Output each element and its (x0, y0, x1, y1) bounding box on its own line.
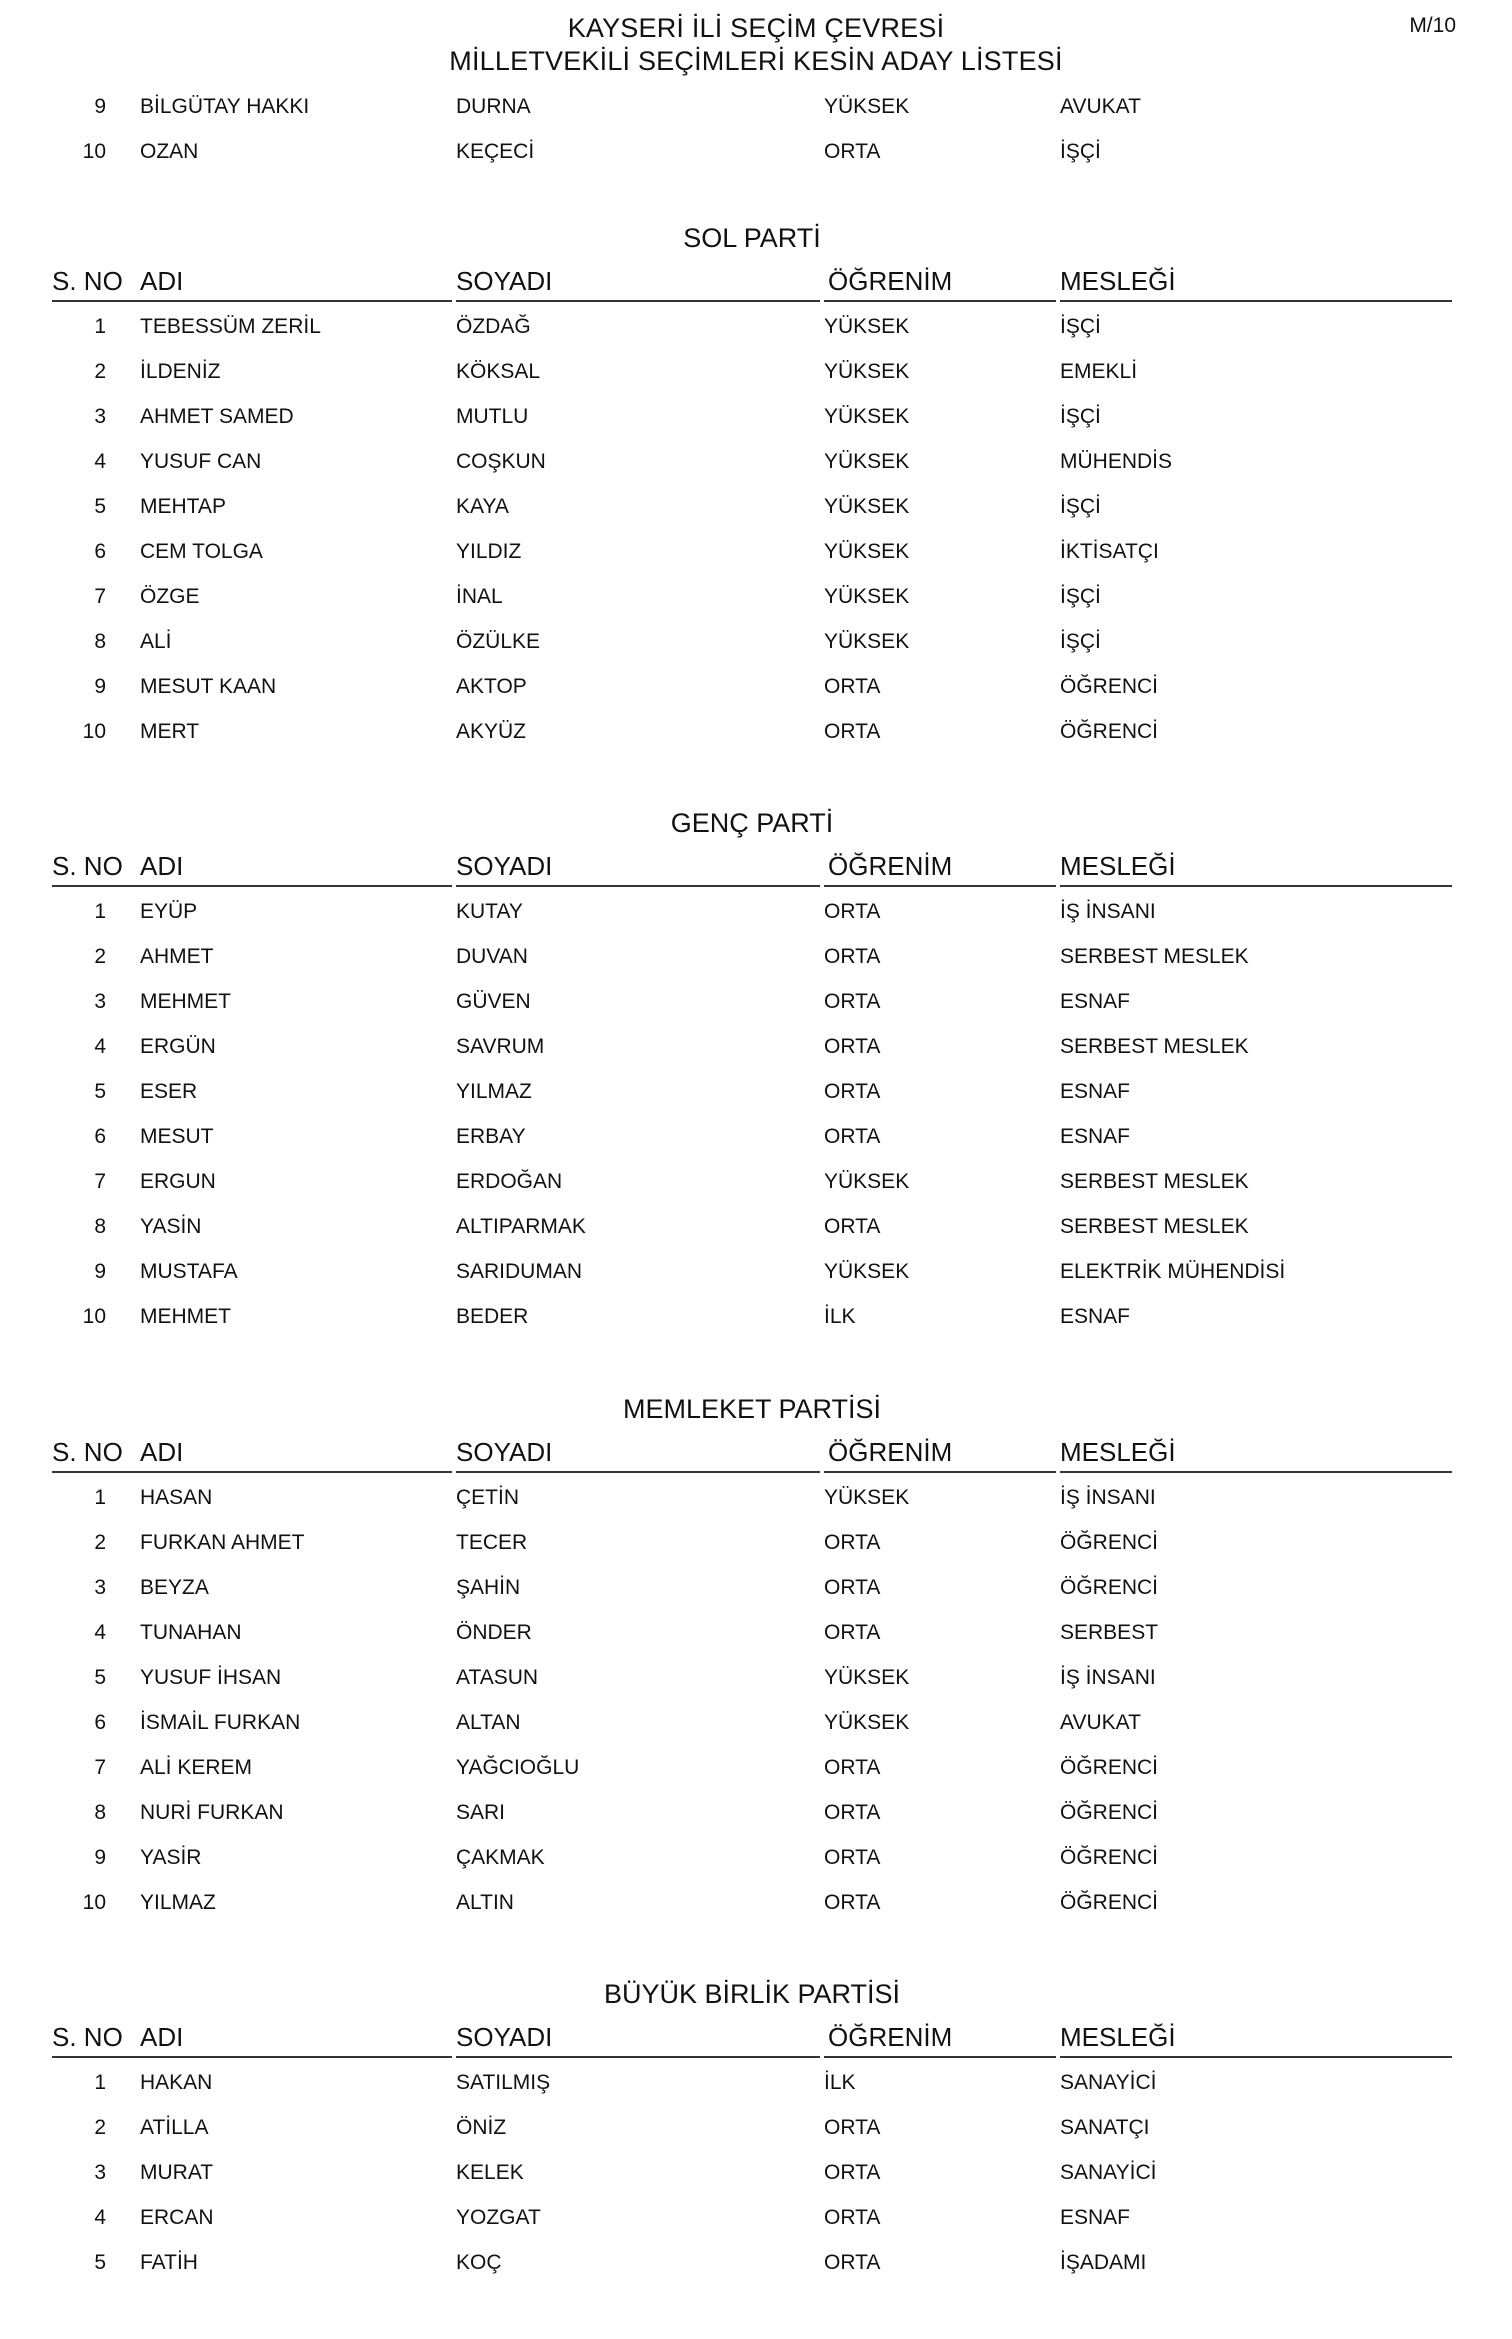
cell-sno: 2 (94, 1531, 106, 1554)
column-header-meslegi: MESLEĞİ (1060, 2020, 1452, 2058)
table-row (52, 1700, 1452, 1745)
table-row (52, 2240, 1452, 2285)
cell-meslegi: İŞADAMI (1060, 2251, 1147, 2274)
table-row (52, 1790, 1452, 1835)
cell-adi: HAKAN (140, 2071, 213, 2094)
continued-rows (52, 84, 1452, 174)
table-row (52, 394, 1452, 439)
cell-adi: EYÜP (140, 900, 198, 923)
cell-adi: ERGUN (140, 1170, 216, 1193)
cell-sno: 9 (94, 675, 106, 698)
cell-meslegi: ÖĞRENCİ (1060, 1801, 1159, 1824)
column-header-row (52, 264, 1452, 304)
cell-meslegi: SANAYİCİ (1060, 2161, 1157, 2184)
cell-soyadi: ERBAY (456, 1125, 526, 1148)
table-row (52, 304, 1452, 349)
table-row (52, 349, 1452, 394)
cell-soyadi: ÖNİZ (456, 2116, 507, 2139)
cell-sno: 2 (94, 2116, 106, 2139)
cell-adi: MESUT KAAN (140, 675, 277, 698)
cell-meslegi: ÖĞRENCİ (1060, 675, 1159, 698)
cell-adi: TEBESSÜM ZERİL (140, 315, 321, 338)
cell-ogrenim: YÜKSEK (824, 1260, 910, 1283)
cell-meslegi: İŞÇİ (1060, 140, 1101, 163)
cell-ogrenim: ORTA (824, 1756, 881, 1779)
cell-soyadi: YILMAZ (456, 1080, 532, 1103)
cell-ogrenim: YÜKSEK (824, 495, 910, 518)
cell-sno: 7 (94, 1170, 106, 1193)
cell-ogrenim: ORTA (824, 1891, 881, 1914)
column-header-sno: S. NO (52, 849, 136, 887)
cell-ogrenim: YÜKSEK (824, 540, 910, 563)
cell-adi: YASİR (140, 1846, 202, 1869)
cell-soyadi: KÖKSAL (456, 360, 541, 383)
cell-ogrenim: ORTA (824, 140, 881, 163)
column-header-row (52, 2020, 1452, 2060)
cell-sno: 10 (82, 1305, 106, 1328)
cell-adi: ERGÜN (140, 1035, 216, 1058)
cell-sno: 2 (94, 360, 106, 383)
cell-ogrenim: YÜKSEK (824, 450, 910, 473)
cell-ogrenim: ORTA (824, 1125, 881, 1148)
cell-meslegi: İŞ İNSANI (1060, 1666, 1156, 1689)
table-row (52, 1835, 1452, 1880)
cell-adi: YUSUF İHSAN (140, 1666, 282, 1689)
cell-ogrenim: YÜKSEK (824, 360, 910, 383)
cell-sno: 7 (94, 585, 106, 608)
cell-sno: 8 (94, 1801, 106, 1824)
cell-sno: 3 (94, 1576, 106, 1599)
cell-soyadi: YOZGAT (456, 2206, 541, 2229)
cell-soyadi: BEDER (456, 1305, 529, 1328)
cell-sno: 1 (94, 900, 106, 923)
cell-adi: YASİN (140, 1215, 202, 1238)
cell-soyadi: KUTAY (456, 900, 523, 923)
cell-ogrenim: ORTA (824, 900, 881, 923)
cell-ogrenim: ORTA (824, 1080, 881, 1103)
cell-ogrenim: ORTA (824, 945, 881, 968)
cell-adi: MESUT (140, 1125, 214, 1148)
table-row (52, 1024, 1452, 1069)
cell-adi: BİLGÜTAY HAKKI (140, 95, 310, 118)
cell-ogrenim: ORTA (824, 720, 881, 743)
table-row (52, 2150, 1452, 2195)
cell-ogrenim: YÜKSEK (824, 1486, 910, 1509)
cell-meslegi: İŞÇİ (1060, 315, 1101, 338)
column-header-soyadi: SOYADI (456, 2020, 820, 2058)
cell-soyadi: YAĞCIOĞLU (456, 1756, 580, 1779)
cell-adi: MUSTAFA (140, 1260, 238, 1283)
cell-sno: 4 (94, 2206, 106, 2229)
cell-sno: 6 (94, 540, 106, 563)
cell-adi: AHMET SAMED (140, 405, 294, 428)
column-header-soyadi: SOYADI (456, 849, 820, 887)
column-header-ogrenim: ÖĞRENİM (824, 264, 1056, 302)
table-row (52, 1655, 1452, 1700)
cell-soyadi: KOÇ (456, 2251, 502, 2274)
cell-adi: ALİ KEREM (140, 1756, 253, 1779)
cell-adi: HASAN (140, 1486, 213, 1509)
cell-adi: ÖZGE (140, 585, 200, 608)
cell-soyadi: ÇETİN (456, 1486, 519, 1509)
party-name: GENÇ PARTİ (670, 808, 834, 838)
cell-adi: MEHMET (140, 1305, 231, 1328)
cell-adi: YILMAZ (140, 1891, 216, 1914)
document-title: KAYSERİ İLİ SEÇİM ÇEVRESİ (567, 13, 945, 43)
cell-adi: MERT (140, 720, 200, 743)
cell-sno: 5 (94, 495, 106, 518)
table-row (52, 484, 1452, 529)
cell-meslegi: ÖĞRENCİ (1060, 1576, 1159, 1599)
cell-meslegi: ÖĞRENCİ (1060, 1756, 1159, 1779)
cell-meslegi: İŞÇİ (1060, 630, 1101, 653)
cell-ogrenim: YÜKSEK (824, 1170, 910, 1193)
cell-soyadi: DUVAN (456, 945, 528, 968)
table-row (52, 889, 1452, 934)
cell-sno: 9 (94, 95, 106, 118)
cell-ogrenim: ORTA (824, 2116, 881, 2139)
cell-ogrenim: ORTA (824, 2251, 881, 2274)
cell-ogrenim: YÜKSEK (824, 1666, 910, 1689)
cell-adi: OZAN (140, 140, 199, 163)
cell-soyadi: ALTIN (456, 1891, 514, 1914)
table-row (52, 84, 1452, 129)
column-header-sno: S. NO (52, 1435, 136, 1473)
cell-soyadi: ALTIPARMAK (456, 1215, 586, 1238)
cell-ogrenim: ORTA (824, 2161, 881, 2184)
cell-sno: 7 (94, 1756, 106, 1779)
cell-soyadi: SARI (456, 1801, 506, 1824)
cell-ogrenim: ORTA (824, 1531, 881, 1554)
cell-ogrenim: ORTA (824, 990, 881, 1013)
cell-meslegi: SERBEST (1060, 1621, 1159, 1644)
cell-meslegi: ESNAF (1060, 1305, 1131, 1328)
cell-sno: 8 (94, 1215, 106, 1238)
cell-sno: 4 (94, 450, 106, 473)
cell-soyadi: TECER (456, 1531, 528, 1554)
cell-soyadi: ALTAN (456, 1711, 521, 1734)
cell-ogrenim: YÜKSEK (824, 95, 910, 118)
cell-ogrenim: ORTA (824, 1621, 881, 1644)
cell-adi: ALİ (140, 630, 172, 653)
table-row (52, 619, 1452, 664)
page-header (0, 12, 1512, 78)
party-name: SOL PARTİ (683, 223, 821, 253)
cell-soyadi: KELEK (456, 2161, 524, 2184)
cell-sno: 3 (94, 2161, 106, 2184)
cell-sno: 5 (94, 1666, 106, 1689)
cell-soyadi: SAVRUM (456, 1035, 545, 1058)
cell-meslegi: SANAYİCİ (1060, 2071, 1157, 2094)
cell-meslegi: İŞÇİ (1060, 585, 1101, 608)
document-subtitle: MİLLETVEKİLİ SEÇİMLERİ KESİN ADAY LİSTESİ (449, 46, 1063, 76)
cell-ogrenim: İLK (824, 2071, 856, 2094)
cell-meslegi: ESNAF (1060, 2206, 1131, 2229)
cell-meslegi: SANATÇI (1060, 2116, 1150, 2139)
table-row (52, 1159, 1452, 1204)
cell-adi: FURKAN AHMET (140, 1531, 305, 1554)
cell-sno: 4 (94, 1035, 106, 1058)
cell-soyadi: YILDIZ (456, 540, 522, 563)
cell-ogrenim: ORTA (824, 1035, 881, 1058)
cell-meslegi: İŞÇİ (1060, 495, 1101, 518)
column-header-adi: ADI (136, 1435, 452, 1473)
column-header-soyadi: SOYADI (456, 264, 820, 302)
cell-sno: 1 (94, 2071, 106, 2094)
table-row (52, 709, 1452, 754)
party-section-buyuk-birlik-partisi (52, 1968, 1452, 2285)
cell-soyadi: KAYA (456, 495, 509, 518)
cell-meslegi: ÖĞRENCİ (1060, 1846, 1159, 1869)
table-row (52, 1475, 1452, 1520)
cell-ogrenim: ORTA (824, 1576, 881, 1599)
cell-soyadi: AKTOP (456, 675, 527, 698)
cell-ogrenim: YÜKSEK (824, 315, 910, 338)
cell-meslegi: ESNAF (1060, 1125, 1131, 1148)
table-row (52, 1204, 1452, 1249)
cell-soyadi: İNAL (456, 585, 503, 608)
table-row (52, 2195, 1452, 2240)
table-row (52, 664, 1452, 709)
table-row (52, 979, 1452, 1024)
column-header-ogrenim: ÖĞRENİM (824, 2020, 1056, 2058)
cell-meslegi: ESNAF (1060, 990, 1131, 1013)
table-row (52, 1565, 1452, 1610)
cell-sno: 9 (94, 1846, 106, 1869)
cell-adi: ERCAN (140, 2206, 214, 2229)
cell-meslegi: AVUKAT (1060, 95, 1141, 118)
cell-adi: NURİ FURKAN (140, 1801, 284, 1824)
cell-soyadi: ŞAHİN (456, 1576, 521, 1599)
cell-meslegi: SERBEST MESLEK (1060, 1215, 1249, 1238)
cell-ogrenim: ORTA (824, 1215, 881, 1238)
cell-meslegi: SERBEST MESLEK (1060, 945, 1249, 968)
cell-sno: 8 (94, 630, 106, 653)
column-header-meslegi: MESLEĞİ (1060, 849, 1452, 887)
cell-adi: CEM TOLGA (140, 540, 263, 563)
table-row (52, 1745, 1452, 1790)
cell-sno: 2 (94, 945, 106, 968)
column-header-sno: S. NO (52, 2020, 136, 2058)
cell-ogrenim: YÜKSEK (824, 405, 910, 428)
table-row (52, 439, 1452, 484)
cell-ogrenim: YÜKSEK (824, 1711, 910, 1734)
cell-sno: 9 (94, 1260, 106, 1283)
cell-meslegi: İKTİSATÇI (1060, 540, 1159, 563)
table-row (52, 129, 1452, 174)
party-section-memleket-partisi (52, 1383, 1452, 1925)
cell-soyadi: DURNA (456, 95, 531, 118)
cell-meslegi: İŞÇİ (1060, 405, 1101, 428)
cell-adi: İLDENİZ (140, 360, 221, 383)
cell-soyadi: MUTLU (456, 405, 529, 428)
cell-meslegi: EMEKLİ (1060, 360, 1138, 383)
cell-ogrenim: YÜKSEK (824, 585, 910, 608)
cell-meslegi: ÖĞRENCİ (1060, 720, 1159, 743)
cell-meslegi: İŞ İNSANI (1060, 900, 1156, 923)
cell-soyadi: SARIDUMAN (456, 1260, 583, 1283)
party-section-sol-parti (52, 212, 1452, 754)
column-header-meslegi: MESLEĞİ (1060, 1435, 1452, 1473)
cell-adi: BEYZA (140, 1576, 209, 1599)
column-header-ogrenim: ÖĞRENİM (824, 1435, 1056, 1473)
cell-adi: İSMAİL FURKAN (140, 1711, 301, 1734)
cell-ogrenim: ORTA (824, 675, 881, 698)
cell-soyadi: SATILMIŞ (456, 2071, 551, 2094)
cell-adi: MEHTAP (140, 495, 226, 518)
column-header-ogrenim: ÖĞRENİM (824, 849, 1056, 887)
table-row (52, 1249, 1452, 1294)
table-row (52, 1610, 1452, 1655)
cell-adi: TUNAHAN (140, 1621, 242, 1644)
cell-soyadi: ÖZDAĞ (456, 315, 531, 338)
cell-adi: AHMET (140, 945, 214, 968)
column-header-meslegi: MESLEĞİ (1060, 264, 1452, 302)
party-name: MEMLEKET PARTİSİ (622, 1394, 882, 1424)
cell-sno: 5 (94, 2251, 106, 2274)
cell-adi: ATİLLA (140, 2116, 209, 2139)
column-header-row (52, 1435, 1452, 1475)
cell-soyadi: ÇAKMAK (456, 1846, 545, 1869)
party-section-genc-parti (52, 797, 1452, 1339)
cell-sno: 6 (94, 1711, 106, 1734)
cell-meslegi: AVUKAT (1060, 1711, 1141, 1734)
cell-adi: ESER (140, 1080, 198, 1103)
column-header-adi: ADI (136, 2020, 452, 2058)
table-row (52, 934, 1452, 979)
cell-meslegi: ÖĞRENCİ (1060, 1891, 1159, 1914)
cell-meslegi: ESNAF (1060, 1080, 1131, 1103)
cell-ogrenim: YÜKSEK (824, 630, 910, 653)
cell-soyadi: GÜVEN (456, 990, 531, 1013)
cell-meslegi: ÖĞRENCİ (1060, 1531, 1159, 1554)
party-name: BÜYÜK BİRLİK PARTİSİ (603, 1979, 901, 2009)
table-row (52, 529, 1452, 574)
column-header-sno: S. NO (52, 264, 136, 302)
cell-meslegi: ELEKTRİK MÜHENDİSİ (1060, 1260, 1286, 1283)
cell-adi: MURAT (140, 2161, 214, 2184)
cell-soyadi: ATASUN (456, 1666, 539, 1689)
cell-ogrenim: ORTA (824, 1846, 881, 1869)
page-number: M/10 (1409, 14, 1456, 37)
cell-sno: 3 (94, 990, 106, 1013)
cell-meslegi: MÜHENDİS (1060, 450, 1173, 473)
column-header-soyadi: SOYADI (456, 1435, 820, 1473)
cell-sno: 5 (94, 1080, 106, 1103)
cell-soyadi: AKYÜZ (456, 720, 527, 743)
table-row (52, 574, 1452, 619)
cell-sno: 3 (94, 405, 106, 428)
cell-sno: 10 (82, 720, 106, 743)
cell-sno: 1 (94, 1486, 106, 1509)
cell-soyadi: ERDOĞAN (456, 1170, 563, 1193)
cell-soyadi: ÖZÜLKE (456, 630, 541, 653)
table-row (52, 1880, 1452, 1925)
table-row (52, 1294, 1452, 1339)
table-row (52, 1069, 1452, 1114)
cell-sno: 1 (94, 315, 106, 338)
column-header-adi: ADI (136, 849, 452, 887)
cell-adi: FATİH (140, 2251, 198, 2274)
column-header-adi: ADI (136, 264, 452, 302)
cell-adi: MEHMET (140, 990, 231, 1013)
table-row (52, 2060, 1452, 2105)
cell-meslegi: SERBEST MESLEK (1060, 1170, 1249, 1193)
cell-sno: 10 (82, 1891, 106, 1914)
cell-soyadi: COŞKUN (456, 450, 546, 473)
cell-sno: 6 (94, 1125, 106, 1148)
cell-soyadi: ÖNDER (456, 1621, 532, 1644)
table-row (52, 2105, 1452, 2150)
cell-ogrenim: İLK (824, 1305, 856, 1328)
cell-sno: 10 (82, 140, 106, 163)
column-header-row (52, 849, 1452, 889)
cell-ogrenim: ORTA (824, 1801, 881, 1824)
cell-adi: YUSUF CAN (140, 450, 262, 473)
table-row (52, 1520, 1452, 1565)
cell-ogrenim: ORTA (824, 2206, 881, 2229)
table-row (52, 1114, 1452, 1159)
cell-sno: 4 (94, 1621, 106, 1644)
cell-soyadi: KEÇECİ (456, 140, 535, 163)
cell-meslegi: İŞ İNSANI (1060, 1486, 1156, 1509)
cell-meslegi: SERBEST MESLEK (1060, 1035, 1249, 1058)
